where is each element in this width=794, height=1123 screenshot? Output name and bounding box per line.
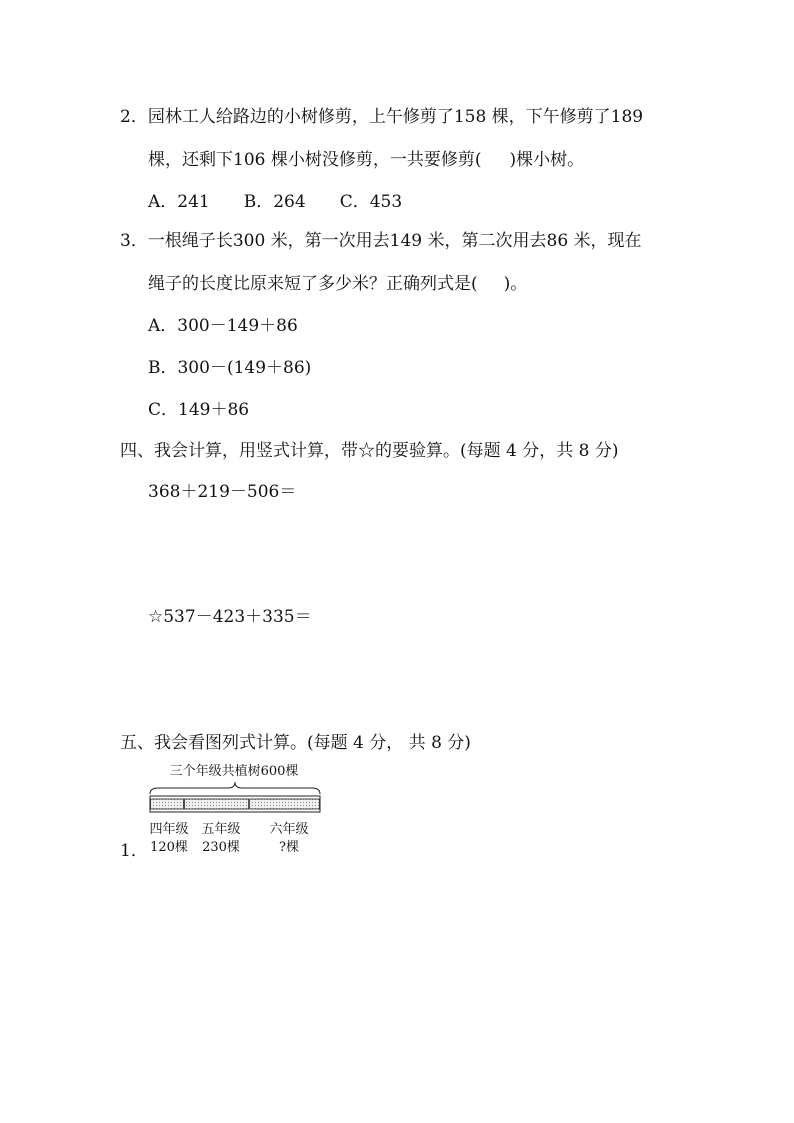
segment-count-label-4: 120棵 <box>150 840 188 855</box>
q2-option-b[interactable]: B．264 <box>243 192 306 212</box>
q3-line-2-part-a: 绳子的长度比原来短了多少米？正确列式是( <box>148 274 478 294</box>
q2-option-a[interactable]: A．241 <box>148 192 210 212</box>
segment-6-grade <box>250 799 320 809</box>
q2-option-c[interactable]: C．453 <box>339 192 403 212</box>
segment-diagram <box>140 762 330 862</box>
q2-line-2-part-b: )棵小树。 <box>509 150 585 170</box>
q2-options <box>148 191 402 213</box>
segment-grade-label-5: 五年级 <box>201 822 241 837</box>
q3-option-a[interactable]: A．300－149＋86 <box>148 316 298 336</box>
section-4-heading: 四、我会计算，用竖式计算，带☆的要验算。(每题 4 分，共 8 分) <box>120 441 619 461</box>
q3-line-2-part-b: )。 <box>503 274 528 294</box>
segment-count-label-6: ?棵 <box>279 840 299 855</box>
segment-bar-graphic <box>140 762 330 822</box>
item-number: 1． <box>120 841 148 861</box>
q2-line-1: 2．园林工人给路边的小树修剪，上午修剪了158 棵，下午修剪了189 <box>120 107 644 127</box>
q3-line-2 <box>148 273 527 295</box>
total-label: 三个年级共植树600棵 <box>169 764 299 779</box>
q2-line-2 <box>148 149 584 171</box>
q2-line-2-part-a: 棵，还剩下106 棵小树没修剪，一共要修剪( <box>148 150 482 170</box>
q3-option-c[interactable]: C．149＋86 <box>148 400 250 420</box>
segment-grade-label-6: 六年级 <box>269 822 309 837</box>
segment-count-label-5: 230棵 <box>202 840 240 855</box>
segment-4-grade <box>151 799 184 809</box>
segment-5-grade <box>185 799 249 809</box>
q3-option-b[interactable]: B．300－(149＋86) <box>148 358 312 378</box>
section-5-heading: 五、我会看图列式计算。(每题 4 分， 共 8 分) <box>120 733 471 753</box>
total-brace <box>150 782 320 794</box>
calc-expression-2: ☆537－423＋335＝ <box>148 607 312 627</box>
calc-expression-1: 368＋219－506＝ <box>148 482 297 502</box>
q3-line-1: 3．一根绳子长300 米，第一次用去149 米，第二次用去86 米，现在 <box>120 231 642 251</box>
segment-grade-label-4: 四年级 <box>149 822 189 837</box>
